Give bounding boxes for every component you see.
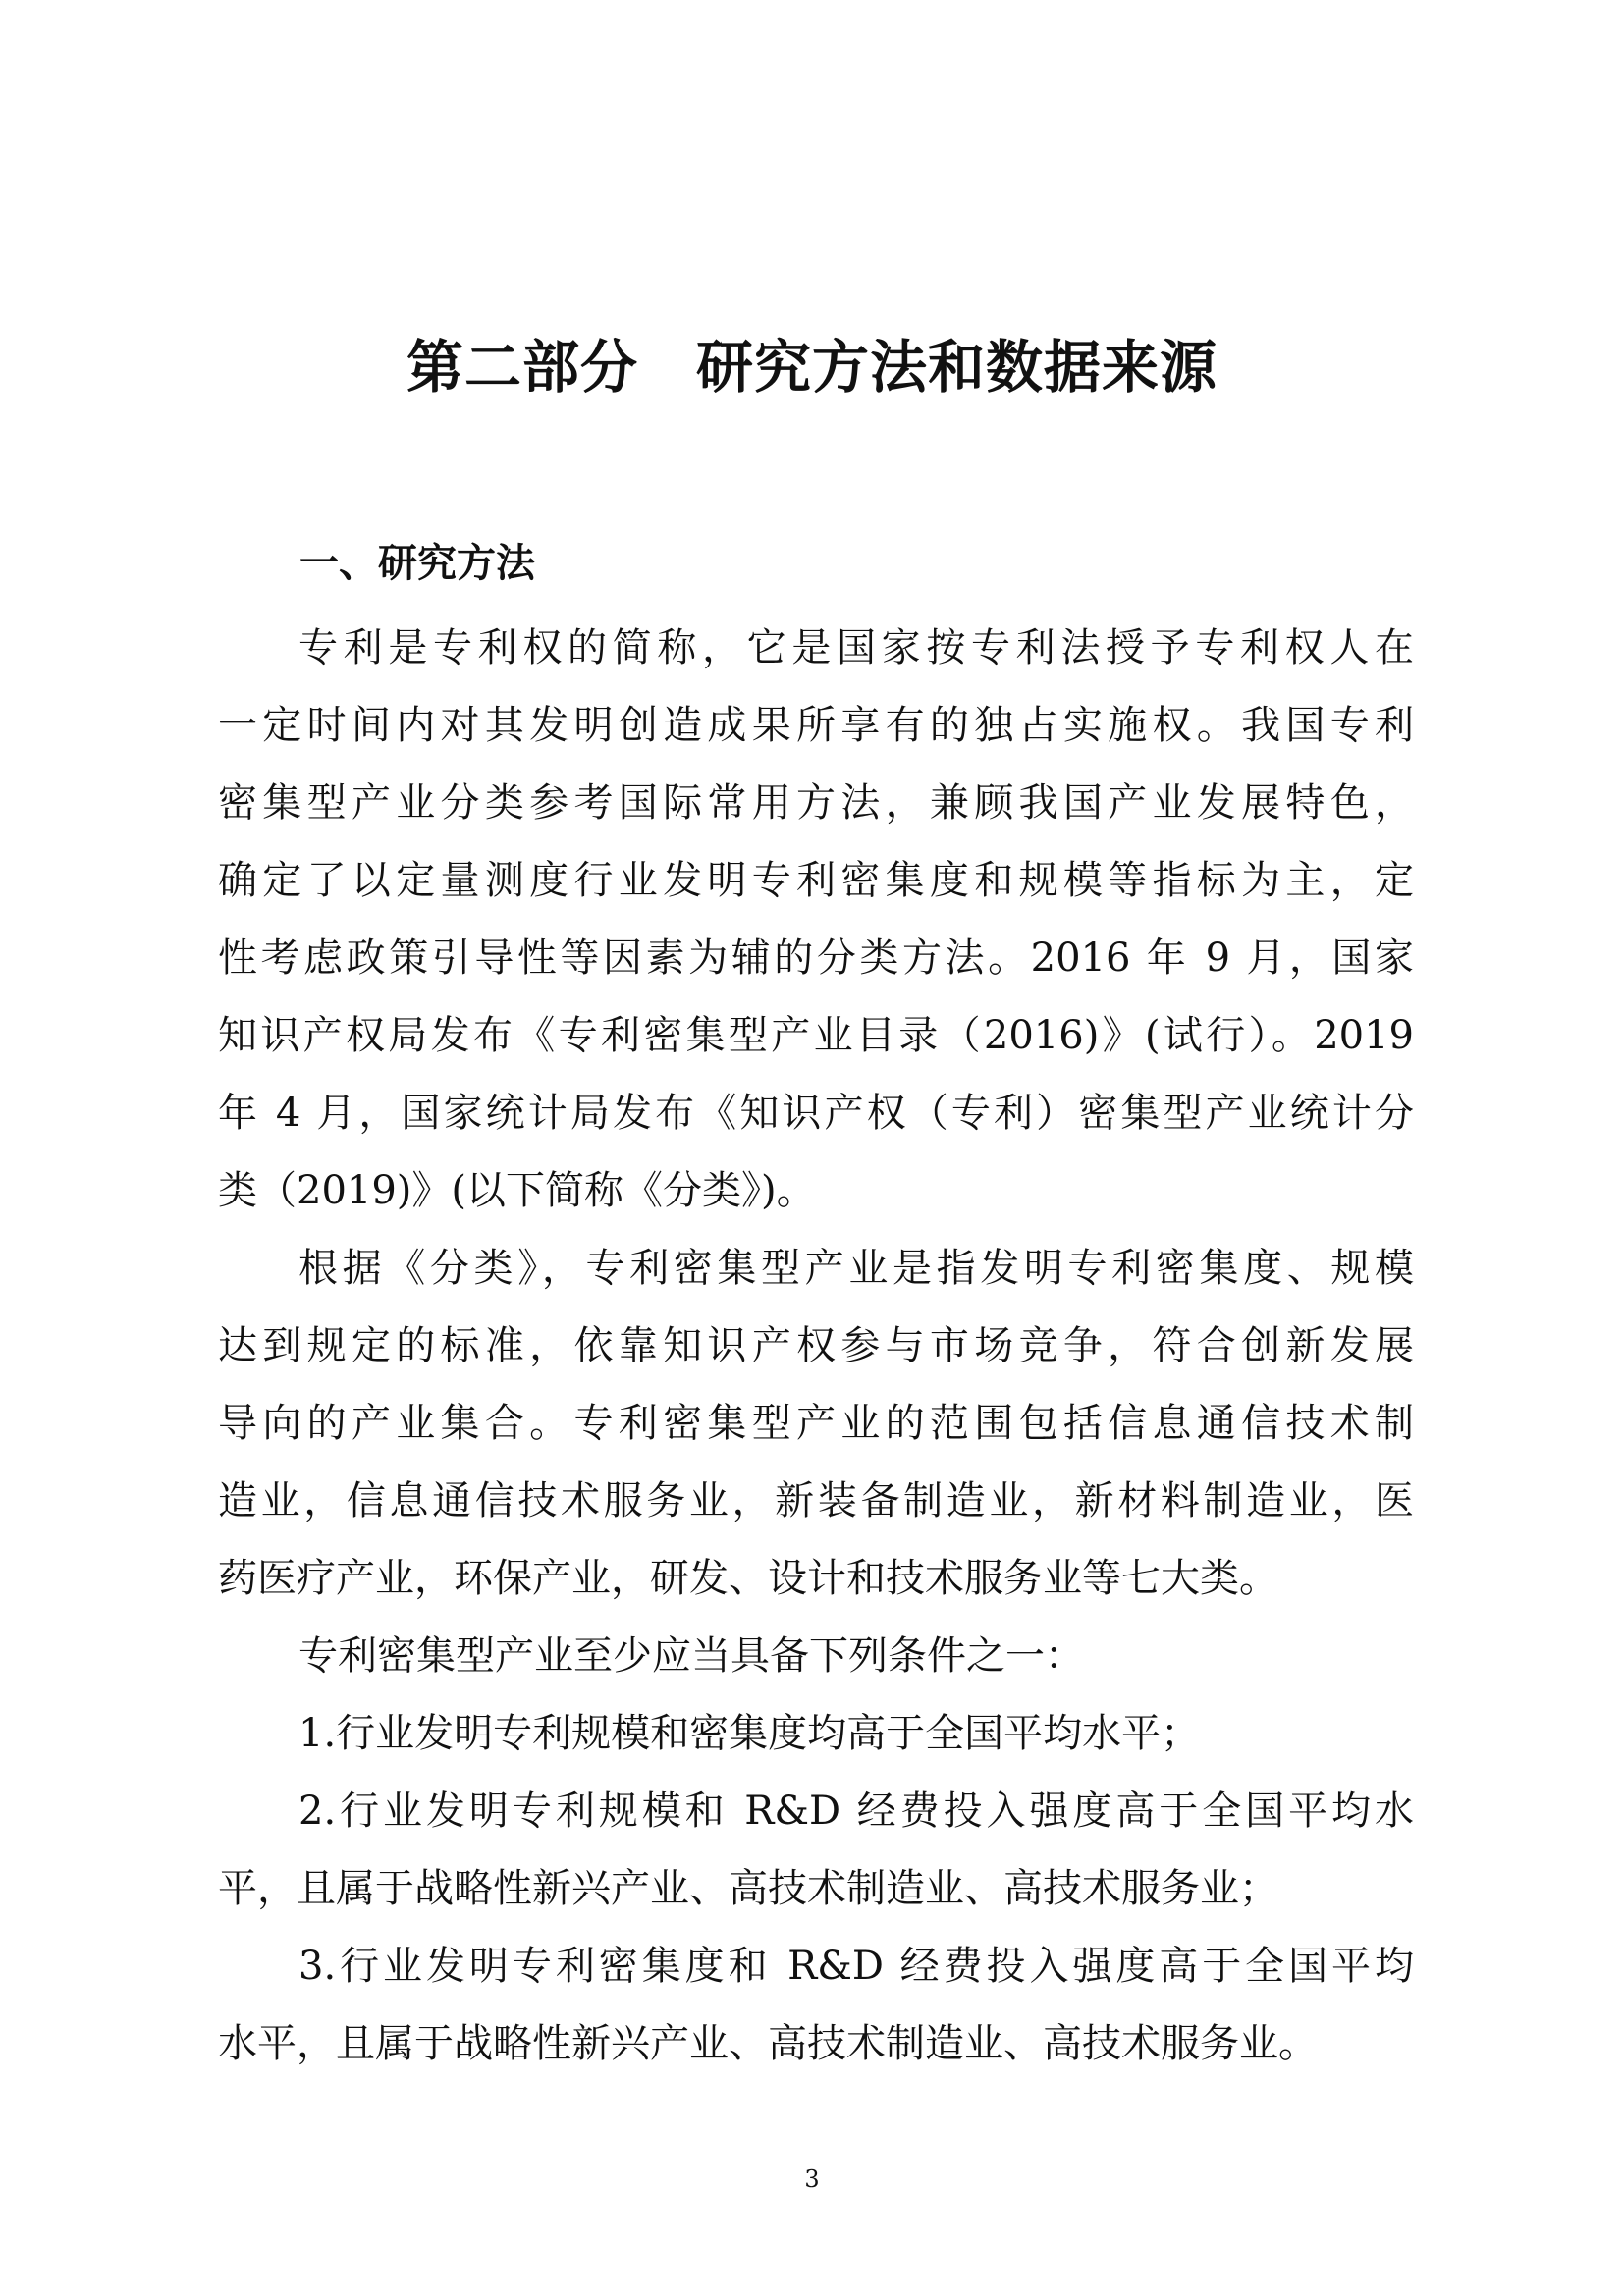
page-number: 3 (804, 2165, 820, 2193)
paragraph-line: 专利是专利权的简称，它是国家按专利法授予专利权人在 (298, 625, 1414, 670)
paragraph-line: 造业，信息通信技术服务业，新装备制造业，新材料制造业，医 (218, 1478, 1414, 1523)
paragraph-line: 年 4 月，国家统计局发布《知识产权（专利）密集型产业统计分 (218, 1091, 1414, 1136)
paragraph-line: 密集型产业分类参考国际常用方法，兼顾我国产业发展特色， (218, 780, 1414, 826)
paragraph-line: 平，且属于战略性新兴产业、高技术制造业、高技术服务业； (218, 1866, 1278, 1911)
paragraph-line: 专利密集型产业至少应当具备下列条件之一： (298, 1633, 1084, 1679)
paragraph-line: 导向的产业集合。专利密集型产业的范围包括信息通信技术制 (218, 1401, 1414, 1446)
paragraph-line: 性考虑政策引导性等因素为辅的分类方法。2016 年 9 月，国家 (218, 935, 1414, 981)
paragraph-line: 药医疗产业，环保产业，研发、设计和技术服务业等七大类。 (218, 1556, 1278, 1601)
paragraph-line: 2.行业发明专利规模和 R&D 经费投入强度高于全国平均水 (298, 1789, 1414, 1834)
paragraph-line: 达到规定的标准，依靠知识产权参与市场竞争，符合创新发展 (218, 1323, 1414, 1368)
paragraph-line: 类（2019)》(以下简称《分类》)。 (218, 1168, 816, 1213)
paragraph-line: 水平，且属于战略性新兴产业、高技术制造业、高技术服务业。 (218, 2021, 1318, 2066)
section-heading: 一、研究方法 (299, 541, 535, 586)
paragraph-line: 知识产权局发布《专利密集型产业目录（2016)》(试行）。2019 (218, 1013, 1414, 1058)
paragraph-line: 一定时间内对其发明创造成果所享有的独占实施权。我国专利 (218, 703, 1414, 748)
condition-item-2 (218, 1773, 1414, 1928)
paragraph-line: 根据《分类》，专利密集型产业是指发明专利密集度、规模 (298, 1246, 1414, 1291)
paragraph-line: 确定了以定量测度行业发明专利密集度和规模等指标为主，定 (218, 858, 1414, 903)
paragraph-conditions-intro (218, 1618, 1414, 1695)
paragraph-classification-scope (218, 1230, 1414, 1618)
paragraph-patent-definition (218, 610, 1414, 1230)
condition-item-3 (218, 1928, 1414, 2083)
condition-item-1 (218, 1695, 1414, 1773)
paragraph-line: 1.行业发明专利规模和密集度均高于全国平均水平； (298, 1711, 1201, 1756)
page-title: 第二部分 研究方法和数据来源 (406, 334, 1218, 400)
paragraph-line: 3.行业发明专利密集度和 R&D 经费投入强度高于全国平均 (298, 1944, 1414, 1989)
